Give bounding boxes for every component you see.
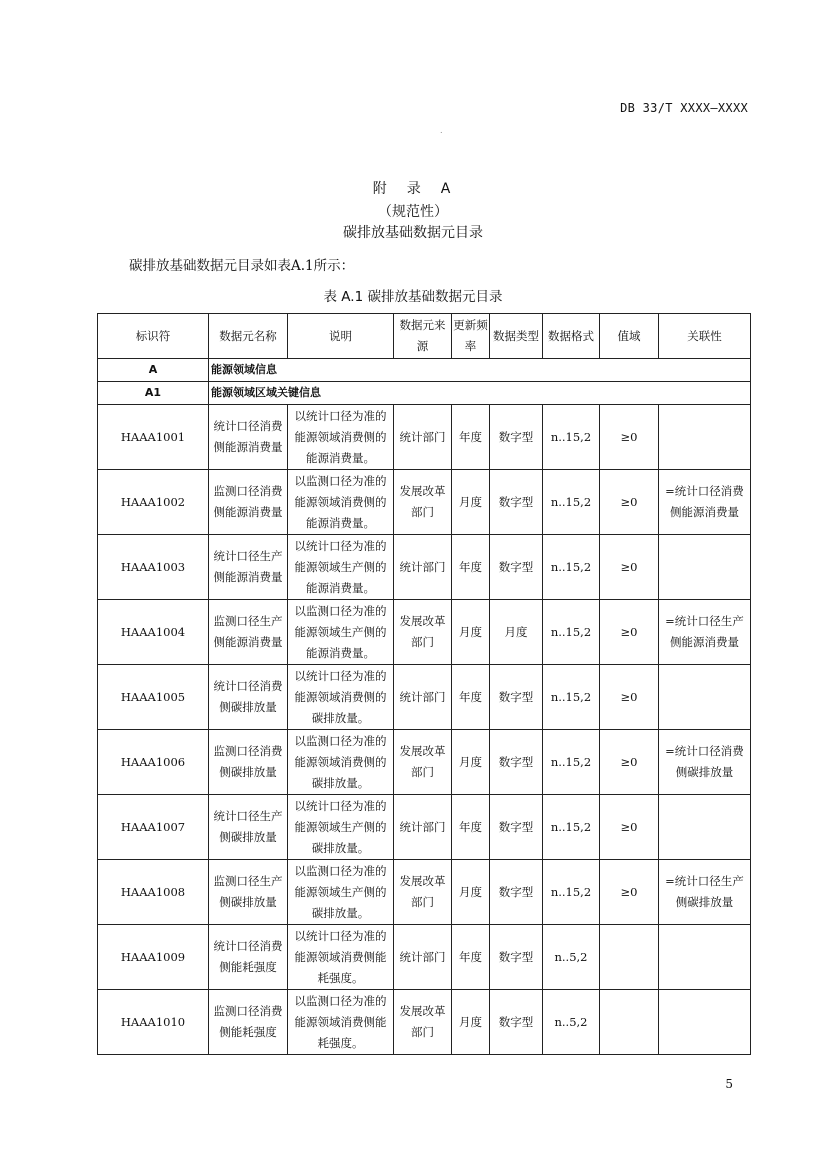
cell-data-type: 数字型 xyxy=(490,405,543,470)
cell-element-name: 统计口径消费侧能源消费量 xyxy=(209,405,288,470)
cell-value-range: ≥0 xyxy=(600,600,659,665)
cell-frequency: 月度 xyxy=(452,470,490,535)
cell-source: 发展改革部门 xyxy=(394,600,452,665)
table-row xyxy=(98,535,751,600)
cell-relation: =统计口径生产侧能源消费量 xyxy=(659,600,751,665)
cell-element-name: 统计口径消费侧碳排放量 xyxy=(209,665,288,730)
cell-identifier: HAAA1003 xyxy=(98,535,209,600)
section-row xyxy=(98,359,751,382)
table-row xyxy=(98,795,751,860)
cell-value-range: ≥0 xyxy=(600,470,659,535)
cell-data-format: n..15,2 xyxy=(543,730,600,795)
cell-source: 统计部门 xyxy=(394,535,452,600)
cell-description: 以统计口径为准的能源领域消费侧的碳排放量。 xyxy=(288,665,394,730)
cell-description: 以统计口径为准的能源领域生产侧的碳排放量。 xyxy=(288,795,394,860)
header-relation: 关联性 xyxy=(659,314,751,359)
intro-paragraph: 碳排放基础数据元目录如表A.1所示： xyxy=(129,258,355,274)
cell-data-format: n..15,2 xyxy=(543,470,600,535)
appendix-type: （规范性） xyxy=(378,204,448,220)
header-frequency: 更新频率 xyxy=(452,314,490,359)
cell-relation xyxy=(659,535,751,600)
section-id: A xyxy=(98,359,209,382)
cell-description: 以统计口径为准的能源领域生产侧的能源消费量。 xyxy=(288,535,394,600)
cell-identifier: HAAA1010 xyxy=(98,990,209,1055)
cell-data-format: n..5,2 xyxy=(543,990,600,1055)
appendix-name: 碳排放基础数据元目录 xyxy=(343,225,483,241)
section-id: A1 xyxy=(98,382,209,405)
cell-description: 以监测口径为准的能源领域消费侧的能源消费量。 xyxy=(288,470,394,535)
cell-data-format: n..15,2 xyxy=(543,535,600,600)
cell-relation: =统计口径消费侧碳排放量 xyxy=(659,730,751,795)
cell-value-range xyxy=(600,990,659,1055)
cell-data-format: n..15,2 xyxy=(543,405,600,470)
cell-data-type: 数字型 xyxy=(490,730,543,795)
table-row xyxy=(98,600,751,665)
page-number: 5 xyxy=(725,1077,733,1091)
cell-element-name: 统计口径生产侧碳排放量 xyxy=(209,795,288,860)
cell-source: 发展改革部门 xyxy=(394,730,452,795)
cell-source: 发展改革部门 xyxy=(394,860,452,925)
cell-description: 以监测口径为准的能源领域消费侧能耗强度。 xyxy=(288,990,394,1055)
cell-value-range xyxy=(600,925,659,990)
cell-element-name: 监测口径消费侧碳排放量 xyxy=(209,730,288,795)
cell-frequency: 月度 xyxy=(452,730,490,795)
cell-data-type: 数字型 xyxy=(490,860,543,925)
cell-relation xyxy=(659,990,751,1055)
cell-value-range: ≥0 xyxy=(600,795,659,860)
table-row xyxy=(98,405,751,470)
cell-relation xyxy=(659,925,751,990)
cell-data-format: n..5,2 xyxy=(543,925,600,990)
table-row xyxy=(98,470,751,535)
cell-element-name: 监测口径生产侧能源消费量 xyxy=(209,600,288,665)
cell-source: 统计部门 xyxy=(394,665,452,730)
cell-data-format: n..15,2 xyxy=(543,665,600,730)
header-source: 数据元来源 xyxy=(394,314,452,359)
cell-relation xyxy=(659,795,751,860)
section-name: 能源领域信息 xyxy=(209,359,751,382)
cell-source: 统计部门 xyxy=(394,925,452,990)
cell-frequency: 月度 xyxy=(452,990,490,1055)
header-value-range: 值域 xyxy=(600,314,659,359)
cell-element-name: 统计口径生产侧能源消费量 xyxy=(209,535,288,600)
cell-identifier: HAAA1007 xyxy=(98,795,209,860)
appendix-title: 附 录 A xyxy=(372,181,454,197)
header-data-type: 数据类型 xyxy=(490,314,543,359)
cell-value-range: ≥0 xyxy=(600,405,659,470)
header-element-name: 数据元名称 xyxy=(209,314,288,359)
cell-relation: =统计口径消费侧能源消费量 xyxy=(659,470,751,535)
cell-frequency: 年度 xyxy=(452,405,490,470)
cell-identifier: HAAA1001 xyxy=(98,405,209,470)
cell-frequency: 月度 xyxy=(452,600,490,665)
cell-description: 以监测口径为准的能源领域生产侧的碳排放量。 xyxy=(288,860,394,925)
cell-data-type: 数字型 xyxy=(490,925,543,990)
header-description: 说明 xyxy=(288,314,394,359)
dot-mark: . xyxy=(440,126,443,135)
cell-data-format: n..15,2 xyxy=(543,860,600,925)
cell-data-type: 数字型 xyxy=(490,470,543,535)
section-row xyxy=(98,382,751,405)
cell-source: 统计部门 xyxy=(394,795,452,860)
cell-frequency: 年度 xyxy=(452,665,490,730)
cell-source: 发展改革部门 xyxy=(394,990,452,1055)
cell-value-range: ≥0 xyxy=(600,665,659,730)
cell-identifier: HAAA1004 xyxy=(98,600,209,665)
cell-element-name: 统计口径消费侧能耗强度 xyxy=(209,925,288,990)
cell-relation xyxy=(659,665,751,730)
cell-data-type: 数字型 xyxy=(490,535,543,600)
cell-value-range: ≥0 xyxy=(600,860,659,925)
cell-source: 统计部门 xyxy=(394,405,452,470)
cell-element-name: 监测口径消费侧能耗强度 xyxy=(209,990,288,1055)
cell-data-type: 数字型 xyxy=(490,665,543,730)
table-row xyxy=(98,665,751,730)
cell-frequency: 年度 xyxy=(452,535,490,600)
cell-element-name: 监测口径生产侧碳排放量 xyxy=(209,860,288,925)
cell-identifier: HAAA1008 xyxy=(98,860,209,925)
cell-value-range: ≥0 xyxy=(600,535,659,600)
data-element-table xyxy=(97,313,751,1055)
cell-relation xyxy=(659,405,751,470)
cell-frequency: 年度 xyxy=(452,925,490,990)
table-row xyxy=(98,860,751,925)
header-identifier: 标识符 xyxy=(98,314,209,359)
header-data-format: 数据格式 xyxy=(543,314,600,359)
document-code: DB 33/T XXXX—XXXX xyxy=(620,101,748,115)
cell-relation: =统计口径生产侧碳排放量 xyxy=(659,860,751,925)
cell-description: 以监测口径为准的能源领域消费侧的碳排放量。 xyxy=(288,730,394,795)
cell-description: 以统计口径为准的能源领域消费侧的能源消费量。 xyxy=(288,405,394,470)
section-name: 能源领域区域关键信息 xyxy=(209,382,751,405)
cell-frequency: 月度 xyxy=(452,860,490,925)
cell-description: 以统计口径为准的能源领域消费侧能耗强度。 xyxy=(288,925,394,990)
cell-data-type: 数字型 xyxy=(490,990,543,1055)
cell-data-type: 数字型 xyxy=(490,795,543,860)
cell-data-type: 月度 xyxy=(490,600,543,665)
cell-identifier: HAAA1009 xyxy=(98,925,209,990)
cell-identifier: HAAA1002 xyxy=(98,470,209,535)
cell-value-range: ≥0 xyxy=(600,730,659,795)
cell-description: 以监测口径为准的能源领域生产侧的能源消费量。 xyxy=(288,600,394,665)
table-row xyxy=(98,925,751,990)
cell-frequency: 年度 xyxy=(452,795,490,860)
table-row xyxy=(98,730,751,795)
table-header-row xyxy=(98,314,751,359)
cell-identifier: HAAA1006 xyxy=(98,730,209,795)
cell-element-name: 监测口径消费侧能源消费量 xyxy=(209,470,288,535)
table-row xyxy=(98,990,751,1055)
cell-identifier: HAAA1005 xyxy=(98,665,209,730)
table-caption: 表 A.1 碳排放基础数据元目录 xyxy=(323,289,503,305)
cell-source: 发展改革部门 xyxy=(394,470,452,535)
cell-data-format: n..15,2 xyxy=(543,795,600,860)
cell-data-format: n..15,2 xyxy=(543,600,600,665)
